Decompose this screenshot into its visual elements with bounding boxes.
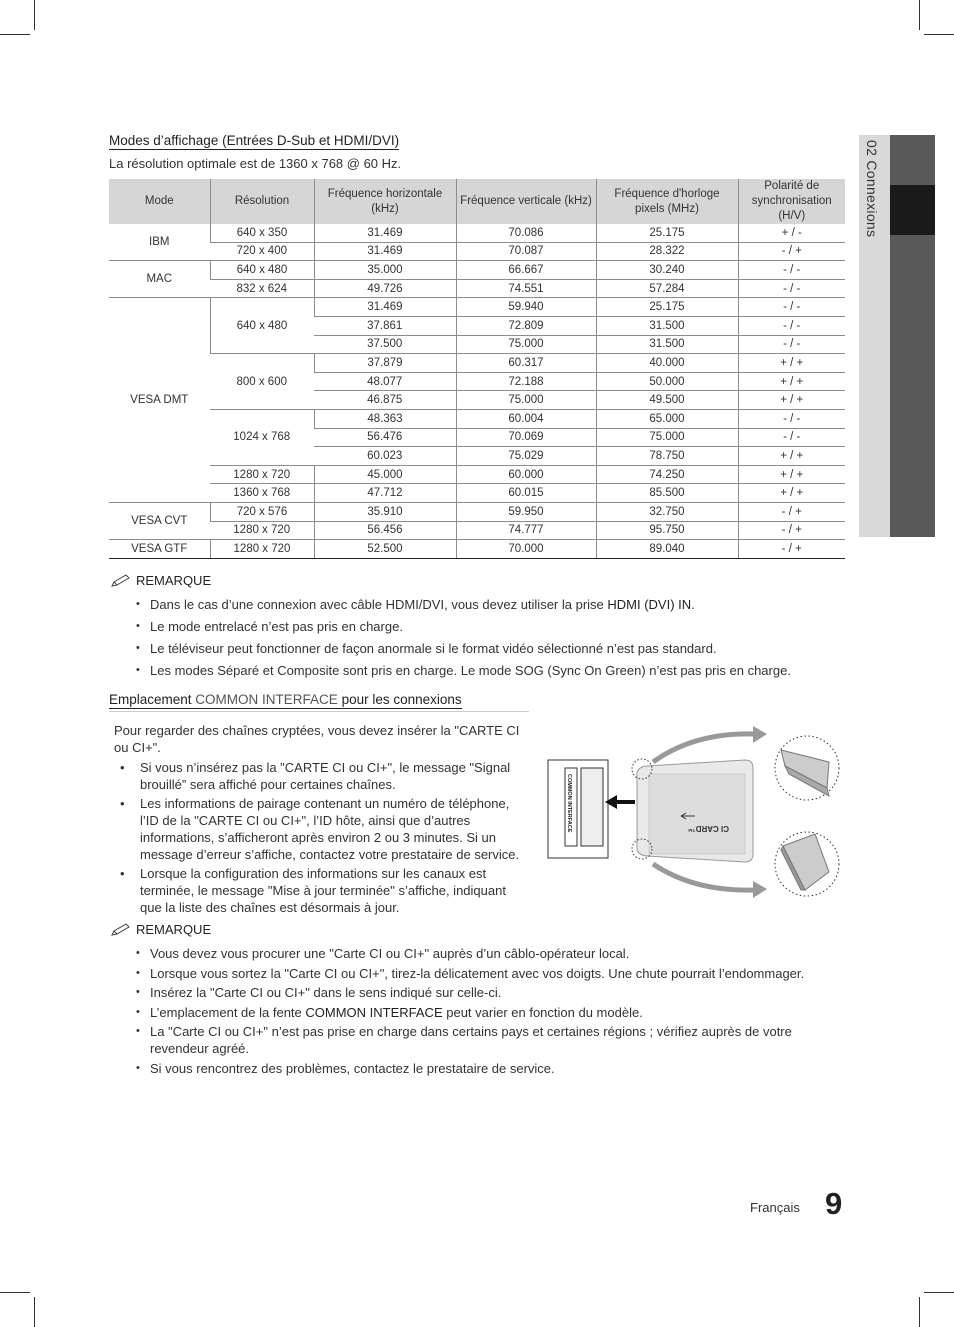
list-item <box>136 596 846 613</box>
list-item: • Lorsque la configuration des informations sur les canaux est terminée, le message "Mise à jour terminée" s’affiche, indiquant que la liste des chaînes est désormais à jour. <box>118 865 530 916</box>
list-item: • Les informations de pairage contenant un numéro de téléphone, l’ID de la "CARTE CI ou CI+", l’ID hôte, ainsi que d’autres informations, s’afficheront après environ 2 ou 3 minutes. Si un message d’erreur s’affiche, contactez votre prestataire de service. <box>118 795 530 863</box>
table-cell: 25.175 <box>596 298 738 317</box>
column-header: Résolution <box>210 179 314 224</box>
crop-mark <box>924 34 954 35</box>
table-cell: 37.861 <box>314 316 456 335</box>
crop-mark <box>0 34 30 35</box>
crop-mark <box>919 1297 920 1327</box>
table-cell: 70.087 <box>456 242 596 261</box>
column-header: Fréquence d'horloge pixels (MHz) <box>596 179 738 224</box>
table-cell: 70.086 <box>456 224 596 242</box>
table-cell: 70.000 <box>456 540 596 559</box>
table-cell: 74.777 <box>456 521 596 540</box>
table-cell: + / + <box>738 484 845 503</box>
table-cell: - / + <box>738 540 845 559</box>
crop-mark <box>0 1292 30 1293</box>
title-text: Emplacement <box>109 692 196 707</box>
table-cell: 59.940 <box>456 298 596 317</box>
crop-mark <box>34 0 35 30</box>
table-cell: 85.500 <box>596 484 738 503</box>
table-cell: 48.363 <box>314 409 456 428</box>
list-item: • Si vous rencontrez des problèmes, contactez le prestataire de service. <box>136 1060 836 1077</box>
table-cell: 75.000 <box>456 335 596 354</box>
resolution-cell: 800 x 600 <box>210 354 314 410</box>
ci-card-figure <box>545 722 845 900</box>
footer-language: Français <box>750 1200 800 1215</box>
list-item: • Le mode entrelacé n’est pas pris en charge. <box>136 618 846 635</box>
table-row <box>109 540 845 559</box>
resolution-cell: 640 x 480 <box>210 261 314 280</box>
table-cell: - / - <box>738 428 845 447</box>
table-cell: 72.188 <box>456 372 596 391</box>
table-cell: 49.726 <box>314 279 456 298</box>
table-cell: + / + <box>738 391 845 410</box>
table-cell: 32.750 <box>596 502 738 521</box>
side-tab-active-marker <box>890 185 935 235</box>
crop-mark <box>34 1297 35 1327</box>
table-row <box>109 521 845 540</box>
note-text: L’emplacement de la fente <box>150 1004 306 1020</box>
title-keyword: COMMON INTERFACE <box>195 692 338 707</box>
table-cell: 31.469 <box>314 298 456 317</box>
table-cell: - / - <box>738 316 845 335</box>
table-cell: - / + <box>738 242 845 261</box>
optimal-resolution-text: La résolution optimale est de 1360 x 768 @ 60 Hz. <box>109 156 402 171</box>
table-cell: + / + <box>738 354 845 373</box>
crop-mark <box>919 0 920 30</box>
curved-arrow-upper <box>653 734 755 762</box>
table-cell: 45.000 <box>314 465 456 484</box>
table-cell: 74.250 <box>596 465 738 484</box>
table-cell: 35.910 <box>314 502 456 521</box>
table-cell: 95.750 <box>596 521 738 540</box>
resolution-cell: 1280 x 720 <box>210 465 314 484</box>
mode-cell: VESA DMT <box>109 298 210 503</box>
resolution-cell: 1280 x 720 <box>210 540 314 559</box>
ci-info-list <box>118 759 530 918</box>
table-row <box>109 484 845 503</box>
table-cell: 65.000 <box>596 409 738 428</box>
table-cell: + / + <box>738 465 845 484</box>
list-item: • Vous devez vous procurer une "Carte CI ou CI+" auprès d’un câblo-opérateur local. <box>136 945 836 962</box>
table-cell: 70.069 <box>456 428 596 447</box>
card-slot <box>581 768 603 846</box>
resolution-cell: 720 x 576 <box>210 502 314 521</box>
resolution-cell: 1360 x 768 <box>210 484 314 503</box>
column-header: Fréquence horizontale (kHz) <box>314 179 456 224</box>
table-cell: - / - <box>738 335 845 354</box>
note-heading-label: REMARQUE <box>136 573 212 588</box>
table-cell: 78.750 <box>596 447 738 466</box>
table-row <box>109 224 845 242</box>
mode-cell: VESA CVT <box>109 502 210 539</box>
mode-cell: VESA GTF <box>109 540 210 559</box>
table-cell: 52.500 <box>314 540 456 559</box>
note-heading-label: REMARQUE <box>136 922 212 937</box>
resolution-cell: 640 x 480 <box>210 298 314 354</box>
table-cell: 47.712 <box>314 484 456 503</box>
list-item: • La "Carte CI ou CI+" n’est pas prise en charge dans certains pays et certaines régions ; vérifiez auprès de votre revendeur agréé. <box>136 1023 836 1057</box>
list-item: • Insérez la "Carte CI ou CI+" dans le sens indiqué sur celle-ci. <box>136 984 836 1001</box>
resolution-cell: 832 x 624 <box>210 279 314 298</box>
table-cell: 56.476 <box>314 428 456 447</box>
pencil-icon <box>110 574 132 588</box>
table-cell: 60.004 <box>456 409 596 428</box>
table-cell: 60.317 <box>456 354 596 373</box>
crop-mark <box>924 1292 954 1293</box>
note-heading <box>110 573 211 588</box>
table-row <box>109 261 845 280</box>
table-cell: - / + <box>738 502 845 521</box>
side-tab-label: 02 Connexions <box>864 140 880 238</box>
table-cell: 28.322 <box>596 242 738 261</box>
table-cell: 75.000 <box>456 391 596 410</box>
table-row <box>109 409 845 428</box>
list-item: • Si vous n’insérez pas la "CARTE CI ou CI+", le message "Signal brouillé” sera affiché pour certaines chaînes. <box>118 759 530 793</box>
resolution-cell: 1024 x 768 <box>210 409 314 465</box>
section-title-common-interface <box>109 692 462 709</box>
table-cell: 57.284 <box>596 279 738 298</box>
table-cell: 37.879 <box>314 354 456 373</box>
table-cell: 49.500 <box>596 391 738 410</box>
column-header: Polarité de synchronisation (H/V) <box>738 179 845 224</box>
title-text: pour les connexions <box>337 692 462 707</box>
table-cell: 46.875 <box>314 391 456 410</box>
column-header: Mode <box>109 179 210 224</box>
table-cell: 30.240 <box>596 261 738 280</box>
table-cell: - / - <box>738 279 845 298</box>
note-text: Dans le cas d’une connexion avec câble HDMI/DVI, vous devez utiliser la prise <box>150 597 608 612</box>
table-cell: 31.500 <box>596 316 738 335</box>
resolution-cell: 1280 x 720 <box>210 521 314 540</box>
table-cell: 74.551 <box>456 279 596 298</box>
table-cell: 40.000 <box>596 354 738 373</box>
table-cell: 89.040 <box>596 540 738 559</box>
resolution-cell: 640 x 350 <box>210 224 314 242</box>
list-item: • Le téléviseur peut fonctionner de façon anormale si le format vidéo sélectionné n’est pas standard. <box>136 640 846 657</box>
note-heading <box>110 922 211 937</box>
table-row <box>109 242 845 261</box>
slot-label: COMMON INTERFACE <box>566 774 572 833</box>
table-cell: 60.023 <box>314 447 456 466</box>
table-row <box>109 279 845 298</box>
table-cell: - / - <box>738 261 845 280</box>
table-cell: 56.456 <box>314 521 456 540</box>
table-cell: 37.500 <box>314 335 456 354</box>
table-row <box>109 465 845 484</box>
table-cell: 60.000 <box>456 465 596 484</box>
keyword-common-interface: COMMON INTERFACE <box>305 1004 443 1020</box>
table-cell: 66.667 <box>456 261 596 280</box>
pencil-icon <box>110 923 132 937</box>
table-row <box>109 502 845 521</box>
resolution-cell: 720 x 400 <box>210 242 314 261</box>
table-cell: - / - <box>738 409 845 428</box>
table-cell: 35.000 <box>314 261 456 280</box>
page-number: 9 <box>825 1186 843 1221</box>
mode-cell: MAC <box>109 261 210 298</box>
table-row <box>109 354 845 373</box>
table-header-row <box>109 179 845 224</box>
table-cell: - / - <box>738 298 845 317</box>
note-list <box>136 945 836 1079</box>
table-cell: 75.029 <box>456 447 596 466</box>
table-cell: 25.175 <box>596 224 738 242</box>
note-list <box>136 596 846 684</box>
list-item: • Lorsque vous sortez la "Carte CI ou CI+", tirez-la délicatement avec vos doigts. Une chute pourrait l’endommager. <box>136 965 836 982</box>
keyword-hdmi-dvi-in: HDMI (DVI) IN <box>607 597 692 612</box>
card-label: CI CARD™ <box>687 824 729 833</box>
table-cell: + / + <box>738 372 845 391</box>
note-text: peut varier en fonction du modèle. <box>442 1004 643 1020</box>
table-cell: + / - <box>738 224 845 242</box>
table-cell: 50.000 <box>596 372 738 391</box>
curved-arrow-lower <box>653 864 755 890</box>
table-cell: 59.950 <box>456 502 596 521</box>
table-cell: 48.077 <box>314 372 456 391</box>
list-item: • Les modes Séparé et Composite sont pris en charge. Le mode SOG (Sync On Green) n’est pas pris en charge. <box>136 662 846 679</box>
table-cell: 31.469 <box>314 242 456 261</box>
table-cell: 60.015 <box>456 484 596 503</box>
ci-intro-text: Pour regarder des chaînes cryptées, vous devez insérer la "CARTE CI ou CI+". <box>114 723 520 755</box>
table-cell: 31.500 <box>596 335 738 354</box>
table-cell: 31.469 <box>314 224 456 242</box>
list-item <box>136 1004 836 1021</box>
table-cell: + / + <box>738 447 845 466</box>
note-text: . <box>691 597 695 612</box>
table-cell: - / + <box>738 521 845 540</box>
divider <box>109 711 529 712</box>
display-modes-table <box>109 179 845 559</box>
column-header: Fréquence verticale (kHz) <box>456 179 596 224</box>
mode-cell: IBM <box>109 224 210 261</box>
table-cell: 72.809 <box>456 316 596 335</box>
section-title-display-modes: Modes d’affichage (Entrées D-Sub et HDMI/DVI) <box>109 133 400 148</box>
table-cell: 75.000 <box>596 428 738 447</box>
table-row <box>109 298 845 317</box>
